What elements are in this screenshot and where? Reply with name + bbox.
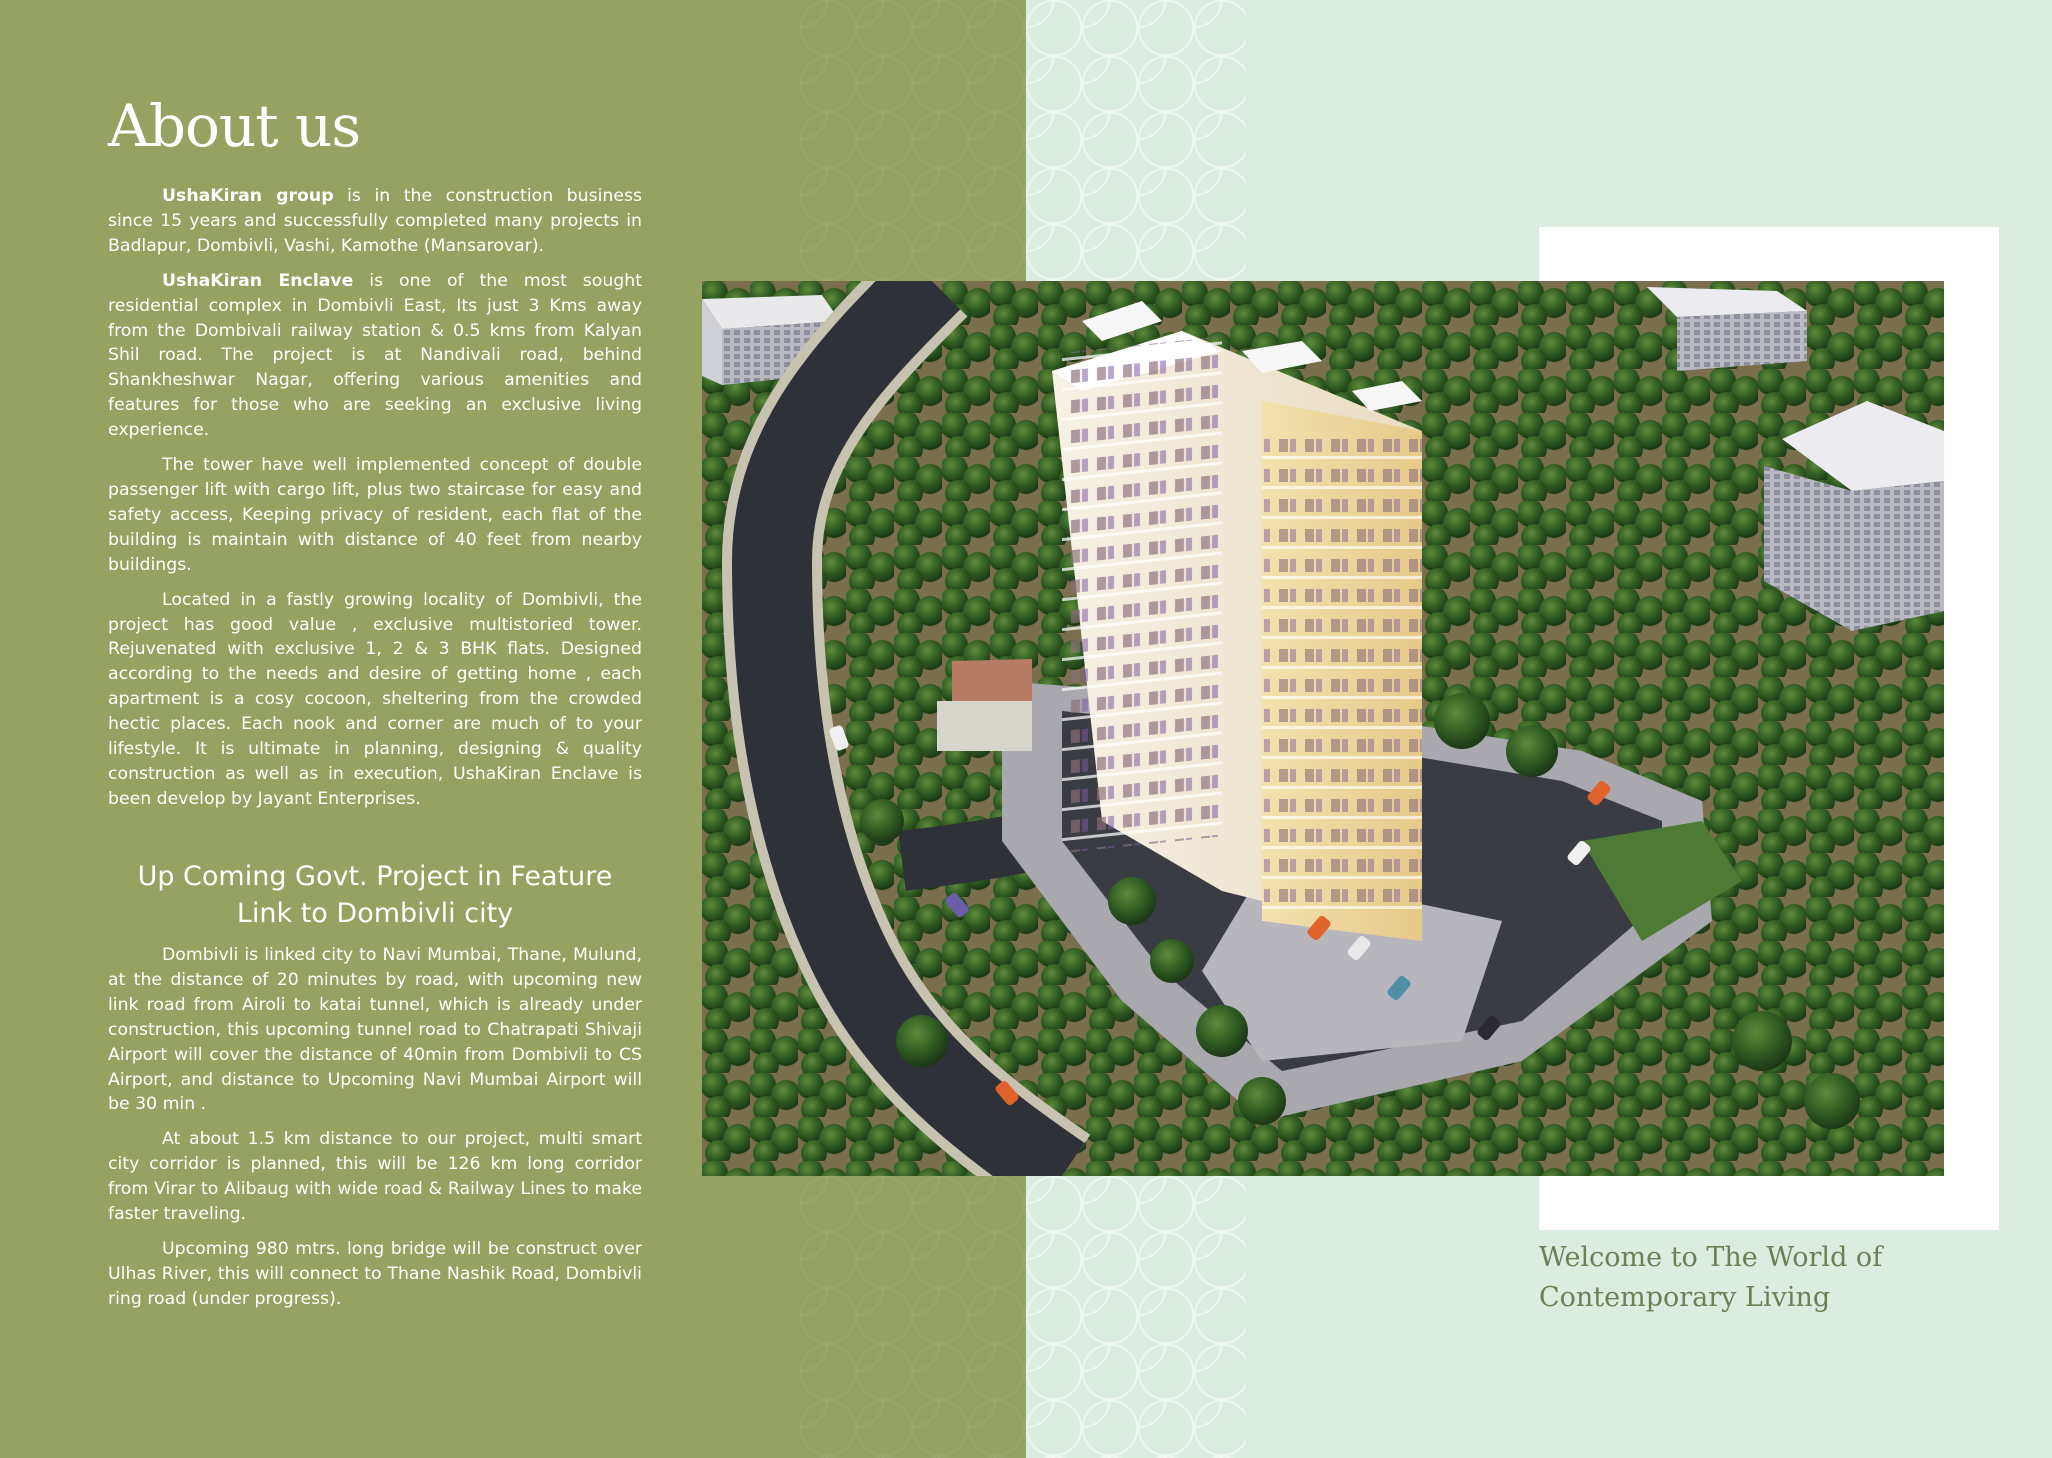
company-name: UshaKiran group bbox=[162, 186, 334, 206]
tagline-line-1: Welcome to The World of bbox=[1539, 1242, 1883, 1273]
govt-paragraph-3: Upcoming 980 mtrs. long bridge will be construct over Ulhas River, this will connect to Thane Nashik Road, Dombivli ring road (under progress). bbox=[108, 1238, 642, 1309]
project-name: UshaKiran Enclave bbox=[162, 270, 354, 291]
about-text-column bbox=[108, 184, 642, 822]
about-paragraph-2-text: is one of the most sought residential complex in Dombivli East, Its just 3 Kms away from the Dombivali railway station & 0.5 kms from Kalyan Shil road. The project is at Nandivali road, behind Shankheshwar Nagar, offering various amenities and features for those who are seeking an exclusive living experience. bbox=[108, 270, 642, 441]
govt-project-heading: Up Coming Govt. Project in Feature Link to Dombivli city bbox=[137, 861, 613, 929]
tagline-line-2: Contemporary Living bbox=[1539, 1282, 1831, 1313]
building-aerial-render bbox=[702, 281, 1944, 1176]
govt-paragraph-1: Dombivli is linked city to Navi Mumbai, Thane, Mulund, at the distance of 20 minutes by road, with upcoming new link road from Airoli to katai tunnel, which is already under construction, this upcoming tunnel road to Chatrapati Shivaji Airport will cover the distance of 40min from Dombivli to CS Airport, and distance to Upcoming Navi Mumbai Airport will be 30 min . bbox=[108, 945, 642, 1115]
about-paragraph-4: Located in a fastly growing locality of Dombivli, the project has good value , exclusive multistoried tower. Rejuvenated with exclusive 1, 2 & 3 BHK flats. Designed according to the needs and desire of getting home , each apartment is a cosy cocoon, sheltering from the crowded hectic places. Each nook and corner are much of to your lifestyle. It is ultimate in planning, designing & quality construction as well as in execution, UshaKiran Enclave is been develop by Jayant Enterprises. bbox=[108, 589, 642, 809]
about-paragraph-1 bbox=[108, 184, 642, 259]
welcome-tagline bbox=[1539, 1238, 1959, 1318]
govt-text-column bbox=[108, 943, 642, 1322]
about-paragraph-3: The tower have well implemented concept of double passenger lift with cargo lift, plus two staircase for easy and safety access, Keeping privacy of resident, each flat of the building is maintain with distance of 40 feet from nearby buildings. bbox=[108, 455, 642, 575]
about-paragraph-2 bbox=[108, 269, 642, 443]
about-us-title: About us bbox=[108, 92, 361, 160]
about-paragraph-1-text: is in the construction business since 15 years and successfully completed many projects in Badlapur, Dombivli, Vashi, Kamothe (Mansarovar). bbox=[108, 186, 642, 256]
govt-paragraph-2: At about 1.5 km distance to our project, multi smart city corridor is planned, this will be 126 km long corridor from Virar to Alibaug with wide road & Railway Lines to make faster traveling. bbox=[108, 1129, 642, 1225]
